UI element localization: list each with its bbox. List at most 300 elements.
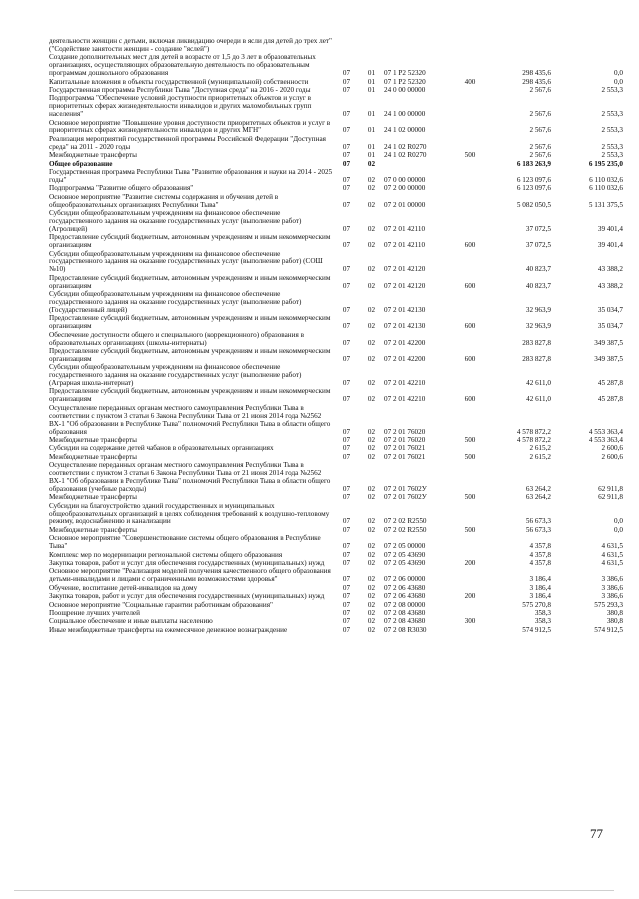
expense-type-cell [457,194,483,210]
row-name-cell: Поощрение лучших учителей [49,608,140,617]
expense-type-cell: 600 [464,281,476,290]
expense-type-cell: 500 [464,151,476,160]
amount-year-2-cell: 43 388,2 [597,281,623,290]
target-article-cell: 07 1 P2 52320 [384,77,426,86]
section-code-cell [334,38,359,54]
target-article-cell: 07 2 01 42200 [384,338,426,347]
section-code-cell: 07 [342,559,351,567]
amount-year-2-cell: 35 034,7 [597,322,623,331]
amount-year-1-cell: 3 186,4 [529,592,551,601]
amount-year-2-cell: 349 387,5 [594,338,623,347]
section-code-cell: 07 [342,85,351,94]
expense-type-cell: 300 [464,617,476,626]
section-code-cell: 07 [342,608,351,617]
section-code-cell: 07 [342,592,351,601]
expense-type-cell [457,210,483,234]
amount-year-1-cell: 37 072,5 [525,241,551,250]
table-row [49,627,623,635]
table-row [49,388,623,404]
subsection-code-cell: 01 [367,77,376,86]
amount-year-2-cell: 6 195 235,0 [588,159,623,168]
row-name-cell: Подпрограмма "Обеспечение условий доступности приоритетных объектов и услуг в приоритетных сферах жизнедеятельности инвалидов и других маломобильных групп населения" [49,94,312,119]
amount-year-2-cell: 380,8 [606,617,623,626]
row-name-cell: Подпрограмма "Развитие общего образования" [49,184,194,193]
budget-table [49,38,623,635]
target-article-cell: 24 1 02 00000 [384,126,426,135]
expense-type-cell [457,38,483,54]
section-code-cell: 07 [342,184,351,193]
target-article-cell: 07 2 08 R3030 [384,625,427,634]
table-row [49,275,623,291]
amount-year-2-cell: 0,0 [614,77,623,86]
amount-year-1-cell: 42 611,0 [526,379,551,388]
expense-type-cell [457,185,483,193]
target-article-cell: 07 2 01 42120 [384,265,426,274]
section-code-cell: 07 [342,281,351,290]
amount-year-1-cell: 56 673,3 [525,525,551,534]
table-row [49,120,623,136]
expense-type-cell [457,503,483,527]
subsection-code-cell: 02 [367,542,376,551]
amount-year-1-cell: 37 072,5 [525,224,551,233]
target-article-cell: 07 2 06 43680 [384,592,426,601]
amount-year-1-cell: 63 264,2 [525,484,551,493]
expense-type-cell: 500 [464,452,476,461]
subsection-code-cell: 01 [367,142,376,151]
amount-year-2-cell: 45 287,8 [597,395,623,404]
row-name-cell: Обеспечение доступности общего и специального (коррекционного) образования в образовательных организациях (школы-интернаты) [49,330,304,347]
subsection-code-cell: 02 [367,354,376,363]
subsection-code-cell: 02 [367,600,376,609]
section-code-cell: 07 [342,583,351,592]
expense-type-cell [457,54,483,78]
amount-year-1-cell: 63 264,2 [525,493,551,502]
row-name-cell: Государственная программа Республики Тыва "Доступная среда" на 2016 - 2020 годы [49,85,311,94]
expense-type-cell: 500 [464,493,476,502]
page-number: 77 [590,826,603,841]
expense-type-cell [457,169,483,185]
row-name-cell: Государственная программа Республики Тыва "Развитие образования и науки на 2014 - 2025 годы" [49,168,333,184]
row-name-cell: Осуществление переданных органам местного самоуправления Республики Тыва в соответствии с пунктом 3 статьи 6 Закона Республики Тыва от 21 июня 2014 года №2562 ВХ-1 "Об образовании в Республике Тыва" полномочий Республики Тыва в области общего образования (учебные расходы) [49,461,331,493]
scan-edge-line [14,890,614,891]
row-name-cell: Предоставление субсидий бюджетным, автономным учреждениям и иным некоммерческим организациям [49,273,331,290]
table-row [49,54,623,78]
amount-year-1-cell: 40 823,7 [525,281,551,290]
subsection-code-cell: 02 [367,452,376,461]
table-row [49,169,623,185]
section-code-cell: 07 [342,151,351,160]
target-article-cell: 24 1 00 00000 [384,110,426,119]
table-row [49,405,623,437]
subsection-code-cell: 02 [367,281,376,290]
target-article-cell: 07 2 05 43690 [384,550,426,559]
row-name-cell: Общее образование [49,159,113,168]
target-article-cell: 07 2 01 7602У [384,484,427,493]
target-article-cell: 24 1 02 R0270 [384,142,427,151]
expense-type-cell [457,602,483,610]
table-row [49,210,623,234]
amount-year-2-cell: 6 110 032,6 [589,175,623,184]
section-code-cell: 07 [342,322,351,331]
amount-year-2-cell: 2 553,3 [601,151,623,160]
target-article-cell: 07 2 00 00000 [384,184,426,193]
amount-year-1-cell: 574 912,5 [522,625,551,634]
table-row [49,462,623,494]
subsection-code-cell [359,38,384,54]
row-name-cell: Межбюджетные трансферты [49,452,137,461]
amount-year-2-cell: 2 600,6 [601,444,623,453]
table-row [49,535,623,551]
section-code-cell: 07 [342,435,351,444]
amount-year-1-cell: 2 567,6 [529,110,551,119]
subsection-code-cell: 02 [367,517,376,526]
target-article-cell: 07 0 00 00000 [384,175,426,184]
amount-year-2-cell: 3 386,6 [601,583,623,592]
subsection-code-cell: 01 [367,110,376,119]
subsection-code-cell: 02 [367,200,376,209]
subsection-code-cell: 02 [367,265,376,274]
target-article-cell: 07 2 01 76020 [384,435,426,444]
amount-year-2-cell: 3 386,6 [601,575,623,584]
row-name-cell: Капитальные вложения в объекты государственной (муниципальной) собственности [49,77,309,86]
row-name-cell: Межбюджетные трансферты [49,493,137,502]
row-name-cell: Субсидии общеобразовательным учреждениям на финансовое обеспечение государственного задания на оказание государственных услуг (выполнение работ) (Аграрная школа-интернат) [49,363,302,388]
table-row [49,315,623,331]
amount-year-2-cell: 2 600,6 [601,452,623,461]
expense-type-cell [457,136,483,152]
expense-type-cell: 200 [464,559,476,567]
amount-year-1-cell: 40 823,7 [525,265,551,274]
row-name-cell: Межбюджетные трансферты [49,151,137,160]
amount-year-1-cell: 32 963,9 [525,322,551,331]
expense-type-cell [457,120,483,136]
amount-year-1-cell: 4 578 872,2 [516,435,551,444]
amount-year-1-cell: 4 357,8 [529,550,551,559]
target-article-cell: 07 1 P2 52320 [384,69,426,78]
row-name-cell: Закупка товаров, работ и услуг для обеспечения государственных (муниципальных) нужд [49,559,325,567]
target-article-cell [384,38,457,54]
table-row [49,332,623,348]
subsection-code-cell: 02 [367,493,376,502]
subsection-code-cell: 02 [367,184,376,193]
row-name-cell: Основное мероприятие "Развитие системы содержания и обучения детей в общеобразовательных организациях Республики Тыва" [49,192,279,209]
target-article-cell: 24 1 02 R0270 [384,151,427,160]
section-code-cell: 07 [342,525,351,534]
subsection-code-cell: 01 [367,69,376,78]
section-code-cell: 07 [342,224,351,233]
section-code-cell: 07 [342,305,351,314]
row-name-cell: Субсидии общеобразовательным учреждениям на финансовое обеспечение государственного задания на оказание государственных услуг (выполнение работ) (Агролицей) [49,209,302,233]
section-code-cell: 07 [342,617,351,626]
section-code-cell: 07 [342,241,351,250]
budget-table-body [49,38,623,635]
amount-year-1-cell: 2 567,6 [529,126,551,135]
amount-year-1-cell: 298 435,6 [522,69,551,78]
row-name-cell: Субсидии общеобразовательным учреждениям на финансовое обеспечение государственного задания на оказание государственных услуг (выполнение работ) (Государственный лицей) [49,290,302,314]
row-name-cell: Предоставление субсидий бюджетным, автономным учреждениям и иным некоммерческим организациям [49,233,331,250]
amount-year-2-cell: 349 387,5 [594,354,623,363]
row-name-cell: Реализация мероприятий государственной программы Российской Федерации "Доступная среда" на 2011 - 2020 годы [49,134,326,151]
target-article-cell: 07 2 06 00000 [384,575,426,584]
amount-year-2-cell [551,38,623,54]
target-article-cell: 07 2 08 43680 [384,617,426,626]
amount-year-2-cell: 5 131 375,5 [588,200,623,209]
section-code-cell: 07 [342,159,351,168]
row-name-cell: Комплекс мер по модернизации региональной системы общего образования [49,550,283,559]
subsection-code-cell: 02 [367,583,376,592]
section-code-cell: 07 [342,142,351,151]
section-code-cell: 07 [342,379,351,388]
expense-type-cell: 400 [464,77,476,86]
section-code-cell: 07 [342,600,351,609]
amount-year-2-cell: 6 110 032,6 [589,184,623,193]
row-name-cell: Основное мероприятие "Совершенствование системы общего образования в Республике Тыва" [49,534,321,551]
amount-year-2-cell: 62 911,8 [598,484,623,493]
subsection-code-cell: 02 [367,625,376,634]
expense-type-cell [457,87,483,95]
subsection-code-cell: 02 [367,241,376,250]
section-code-cell: 07 [342,542,351,551]
row-name-cell: Основное мероприятие "Повышение уровня доступности приоритетных объектов и услуг в приоритетных сферах жизнедеятельности инвалидов и других МГН" [49,118,331,135]
target-article-cell: 07 2 05 00000 [384,542,426,551]
table-row [49,348,623,364]
section-code-cell: 07 [342,452,351,461]
expense-type-cell [457,405,483,437]
amount-year-1-cell: 2 615,2 [529,452,551,461]
subsection-code-cell: 02 [367,608,376,617]
table-row [49,194,623,210]
expense-type-cell [457,535,483,551]
section-code-cell: 07 [342,338,351,347]
amount-year-1-cell: 5 082 050,5 [516,200,551,209]
expense-type-cell: 600 [464,354,476,363]
target-article-cell: 07 2 02 R2550 [384,517,427,526]
amount-year-1-cell: 298 435,6 [522,77,551,86]
target-article-cell: 07 2 01 7602У [384,493,427,502]
row-name-cell: Субсидии на благоустройство зданий государственных и муниципальных общеобразовательных организаций в целях соблюдения требований к воздушно-тепловому режиму, водоснабжению и канализации [49,501,330,526]
row-name-cell: Осуществление переданных органам местного самоуправления Республики Тыва в соответствии с пунктом 3 статьи 6 Закона Республики Тыва от 21 июня 2014 года №2562 ВХ-1 "Об образовании в Республике Тыва" полномочий Республики Тыва в области общего образования [49,403,331,436]
row-name-cell: Межбюджетные трансферты [49,525,137,534]
subsection-code-cell: 02 [367,444,376,453]
amount-year-1-cell: 4 357,8 [529,542,551,551]
section-code-cell: 07 [342,175,351,184]
amount-year-2-cell: 2 553,3 [601,142,623,151]
expense-type-cell [457,161,483,169]
target-article-cell: 07 2 01 00000 [384,200,426,209]
subsection-code-cell: 02 [367,159,376,168]
amount-year-2-cell: 2 553,3 [601,110,623,119]
target-article-cell: 07 2 01 42210 [384,379,426,388]
amount-year-1-cell: 283 827,8 [522,338,551,347]
target-article-cell: 07 2 01 76020 [384,427,426,436]
subsection-code-cell: 02 [367,395,376,404]
table-row [49,568,623,584]
section-code-cell: 07 [342,444,351,453]
amount-year-1-cell: 2 615,2 [529,444,551,453]
target-article-cell: 07 2 01 42110 [384,224,426,233]
amount-year-2-cell: 380,8 [606,608,623,617]
section-code-cell: 07 [342,110,351,119]
target-article-cell: 07 2 01 42130 [384,322,426,331]
amount-year-2-cell: 45 287,8 [597,379,623,388]
row-name-cell: Закупка товаров, работ и услуг для обеспечения государственных (муниципальных) нужд [49,592,325,601]
amount-year-1-cell: 4 357,8 [529,559,551,567]
expense-type-cell [457,251,483,275]
section-code-cell: 07 [342,493,351,502]
target-article-cell: 07 2 01 76021 [384,452,426,461]
row-name-cell: Предоставление субсидий бюджетным, автономным учреждениям и иным некоммерческим организациям [49,346,331,363]
expense-type-cell: 500 [464,525,476,534]
amount-year-2-cell: 575 293,3 [594,600,623,609]
amount-year-1-cell: 4 578 872,2 [516,427,551,436]
expense-type-cell: 600 [464,241,476,250]
row-name-cell: Основное мероприятие "Социальные гарантии работникам образования" [49,600,273,609]
row-name-cell: Субсидии общеобразовательным учреждениям на финансовое обеспечение государственного задания на оказание государственных услуг (выполнение работ) (СОШ №10) [49,249,323,274]
amount-year-2-cell: 39 401,4 [597,224,623,233]
subsection-code-cell: 01 [367,126,376,135]
target-article-cell: 07 2 02 R2550 [384,525,427,534]
subsection-code-cell: 02 [367,575,376,584]
target-article-cell: 07 2 01 42110 [384,241,426,250]
table-row [49,251,623,275]
table-row [49,503,623,527]
amount-year-2-cell: 0,0 [614,517,623,526]
target-article-cell: 07 2 01 42120 [384,281,426,290]
expense-type-cell [457,95,483,119]
subsection-code-cell: 02 [367,435,376,444]
amount-year-1-cell: 358,3 [534,617,551,626]
subsection-code-cell: 02 [367,525,376,534]
amount-year-1-cell: 3 186,4 [529,583,551,592]
section-code-cell: 07 [342,625,351,634]
section-code-cell: 07 [342,484,351,493]
table-row [49,38,623,54]
amount-year-1-cell: 56 673,3 [525,517,551,526]
target-article-cell: 07 2 01 42130 [384,305,426,314]
row-name-cell: Социальное обеспечение и иные выплаты населению [49,617,213,626]
amount-year-1-cell: 283 827,8 [522,354,551,363]
subsection-code-cell: 02 [367,592,376,601]
row-name-cell: Создание дополнительных мест для детей в возрасте от 1,5 до 3 лет в образовательных организациях, осуществляющих образовательную деятельность по образовательным программам дошкольного образования [49,53,316,78]
subsection-code-cell: 02 [367,224,376,233]
row-name-cell: Предоставление субсидий бюджетным, автономным учреждениям и иным некоммерческим организациям [49,314,331,331]
section-code-cell: 07 [342,427,351,436]
table-row [49,291,623,315]
subsection-code-cell: 02 [367,427,376,436]
amount-year-2-cell: 4 631,5 [601,550,623,559]
section-code-cell: 07 [342,126,351,135]
subsection-code-cell: 02 [367,175,376,184]
amount-year-2-cell: 3 386,6 [601,592,623,601]
subsection-code-cell: 02 [367,550,376,559]
subsection-code-cell: 02 [367,379,376,388]
target-article-cell [384,161,457,169]
table-row [49,95,623,119]
amount-year-2-cell: 0,0 [614,69,623,78]
amount-year-1-cell: 358,3 [534,608,551,617]
amount-year-2-cell: 0,0 [614,525,623,534]
target-article-cell: 07 2 01 42200 [384,354,426,363]
subsection-code-cell: 01 [367,85,376,94]
subsection-code-cell: 02 [367,305,376,314]
amount-year-1-cell: 2 567,6 [529,85,551,94]
section-code-cell: 07 [342,517,351,526]
amount-year-1-cell: 6 183 263,9 [516,159,551,168]
target-article-cell: 07 2 05 43690 [384,559,426,567]
expense-type-cell [457,462,483,494]
table-row [49,234,623,250]
expense-type-cell: 200 [464,592,476,601]
expense-type-cell: 600 [464,395,476,404]
section-code-cell: 07 [342,265,351,274]
amount-year-2-cell: 39 401,4 [597,241,623,250]
row-name-cell: Иные межбюджетные трансферты на ежемесячное денежное вознаграждение [49,625,288,634]
section-code-cell: 07 [342,200,351,209]
target-article-cell: 24 0 00 00000 [384,85,426,94]
amount-year-2-cell: 4 553 363,4 [588,427,623,436]
row-name-cell: Основное мероприятие "Реализация моделей получения качественного общего образования детьми-инвалидами и лицами с ограниченными возможностями здоровья" [49,567,331,584]
row-name-cell: Обучение, воспитание детей-инвалидов на дому [49,583,198,592]
amount-year-1-cell: 32 963,9 [525,305,551,314]
amount-year-2-cell: 2 553,3 [601,126,623,135]
row-name-cell: деятельности женщин с детьми, включая ликвидацию очереди в ясли для детей до трех лет" ("Содействие занятости женщин - создание "яслей") [49,37,332,53]
subsection-code-cell: 02 [367,338,376,347]
expense-type-cell [457,364,483,388]
target-article-cell: 07 2 08 00000 [384,600,426,609]
table-row [49,136,623,152]
table-row [49,364,623,388]
amount-year-2-cell: 62 911,8 [598,493,623,502]
section-code-cell: 07 [342,69,351,78]
row-name-cell: Межбюджетные трансферты [49,435,137,444]
expense-type-cell [457,291,483,315]
expense-type-cell [457,627,483,635]
target-article-cell: 07 2 08 43680 [384,608,426,617]
expense-type-cell [457,568,483,584]
expense-type-cell: 600 [464,322,476,331]
amount-year-1-cell: 2 567,6 [529,142,551,151]
amount-year-1-cell [483,38,551,54]
subsection-code-cell: 02 [367,617,376,626]
target-article-cell: 07 2 06 43680 [384,583,426,592]
expense-type-cell: 500 [464,435,476,444]
amount-year-1-cell: 6 123 097,6 [516,184,551,193]
amount-year-1-cell: 6 123 097,6 [516,175,551,184]
subsection-code-cell: 02 [367,322,376,331]
section-code-cell: 07 [342,550,351,559]
subsection-code-cell: 02 [367,559,376,567]
amount-year-2-cell: 2 553,3 [601,85,623,94]
amount-year-2-cell: 35 034,7 [597,305,623,314]
subsection-code-cell: 01 [367,151,376,160]
amount-year-1-cell: 575 270,8 [522,600,551,609]
section-code-cell: 07 [342,395,351,404]
section-code-cell: 07 [342,77,351,86]
target-article-cell: 07 2 01 42210 [384,395,426,404]
expense-type-cell [457,332,483,348]
row-name-cell: Предоставление субсидий бюджетным, автономным учреждениям и иным некоммерческим организациям [49,387,331,404]
amount-year-2-cell: 43 388,2 [597,265,623,274]
amount-year-2-cell: 4 553 363,4 [588,435,623,444]
amount-year-1-cell: 3 186,4 [529,575,551,584]
section-code-cell: 07 [342,354,351,363]
row-name-cell: Субсидии на содержание детей чабанов в образовательных организациях [49,444,274,453]
amount-year-2-cell: 574 912,5 [594,625,623,634]
section-code-cell: 07 [342,575,351,584]
amount-year-2-cell: 4 631,5 [601,559,623,567]
subsection-code-cell: 02 [367,484,376,493]
target-article-cell: 07 2 01 76021 [384,444,426,453]
